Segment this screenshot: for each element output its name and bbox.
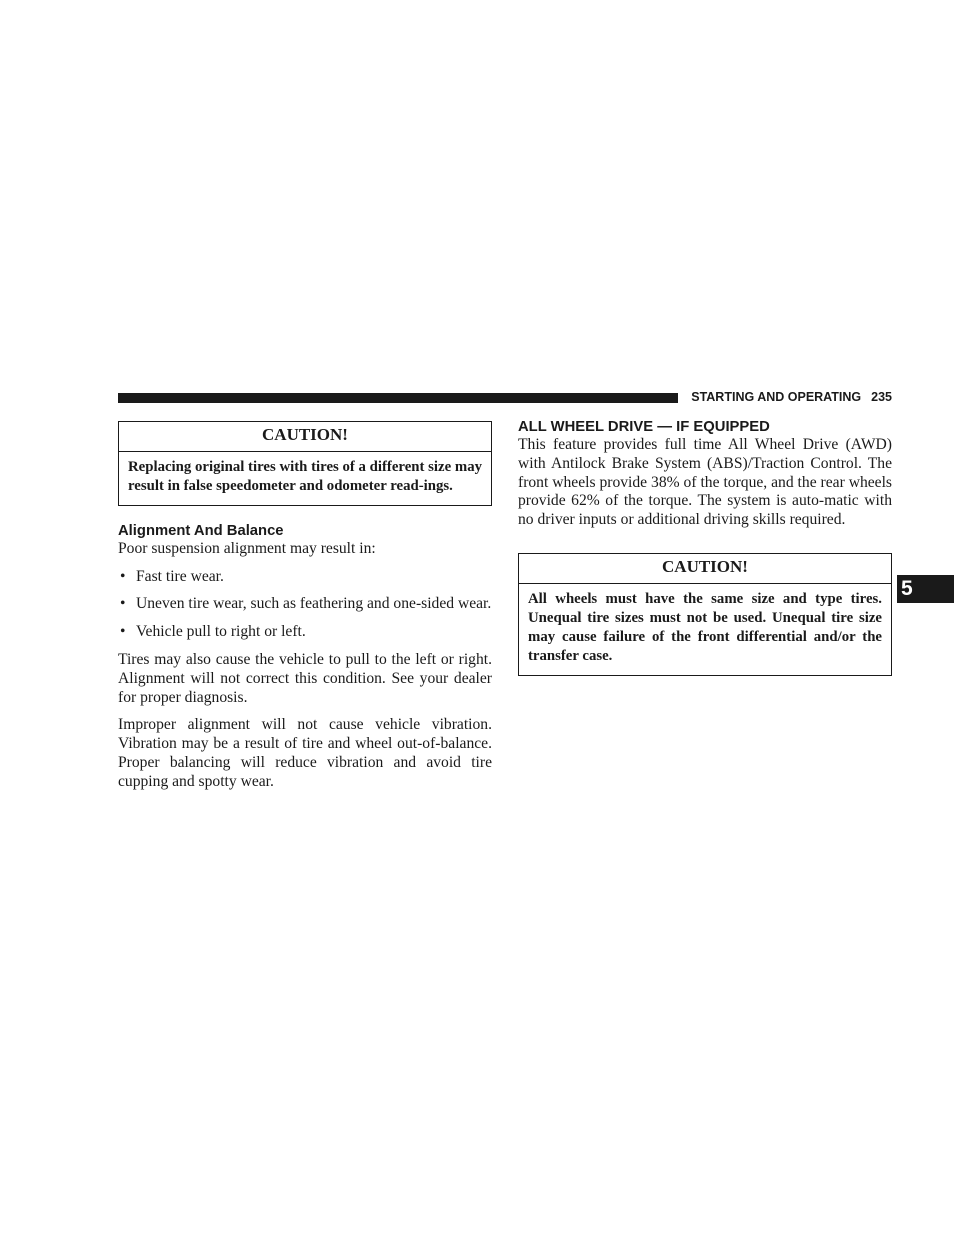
caution-body: All wheels must have the same size and type tires. Unequal tire sizes must not be used. Unequal tire size may cause failure of the front differential and/or the transfer case. [528,590,882,664]
alignment-paragraph: Tires may also cause the vehicle to pull to the left or right. Alignment will not correct this condition. See your dealer for proper diagnosis. [118,650,492,706]
page-number: 235 [871,390,892,404]
caution-box-awd [518,553,892,676]
left-column [118,421,492,792]
caution-body: Replacing original tires with tires of a different size may result in false speedometer and odometer read-ings. [128,458,482,494]
alignment-intro: Poor suspension alignment may result in: [118,539,376,557]
alignment-bullet-list [118,568,492,642]
right-column [518,418,892,676]
caution-title: CAUTION! [119,422,491,452]
list-item: • Uneven tire wear, such as feathering and one-sided wear. [120,595,492,613]
caution-box-tires [118,421,492,506]
chapter-tab: 5 [897,575,954,603]
list-item: • Fast tire wear. [120,567,224,585]
bullet-icon: • [120,595,126,613]
alignment-heading: Alignment And Balance [118,522,284,539]
balance-paragraph: Improper alignment will not cause vehicle vibration. Vibration may be a result of tire and wheel out-of-balance. Proper balancing will reduce vibration and avoid tire cupping and spotty wear. [118,716,492,790]
list-item: • Vehicle pull to right or left. [120,623,306,641]
running-header [686,390,892,404]
caution-title: CAUTION! [519,554,891,584]
awd-heading: ALL WHEEL DRIVE — IF EQUIPPED [518,419,770,435]
bullet-icon: • [120,567,126,585]
section-title: STARTING AND OPERATING [691,390,862,404]
awd-paragraph: This feature provides full time All Wheel Drive (AWD) with Antilock Brake System (ABS)/Traction Control. The front wheels provide 38% of the torque, and the rear wheels provide 62% of the torque. The system is auto-matic with no driver inputs or additional driving skills required. [518,436,892,529]
bullet-icon: • [120,623,126,641]
header-rule [118,393,678,403]
